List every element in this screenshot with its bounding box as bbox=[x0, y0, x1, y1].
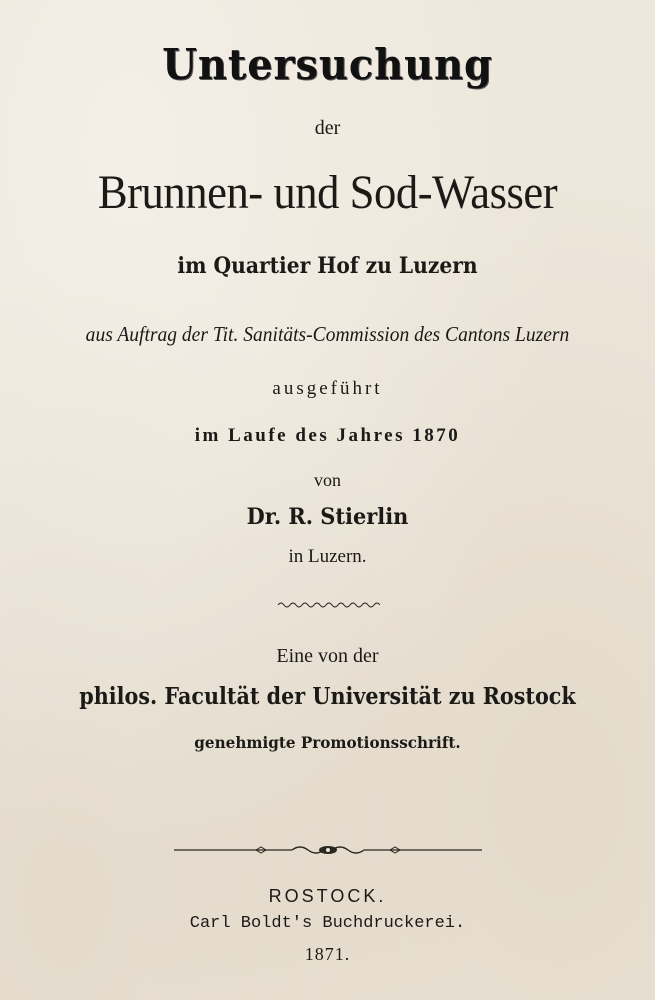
main-title: Brunnen- und Sod-Wasser bbox=[97, 166, 558, 219]
commission-line: aus Auftrag der Tit. Sanitäts-Commission des Cantons Luzern bbox=[85, 322, 570, 346]
year-line: im Laufe des Jahres 1870 bbox=[194, 425, 461, 446]
author-city: in Luzern. bbox=[288, 546, 367, 567]
location-line: im Quartier Hof zu Luzern bbox=[177, 253, 478, 279]
dissertation-line-2: philos. Facultät der Universität zu Rostock bbox=[79, 683, 576, 710]
imprint-printer: Carl Boldt's Buchdruckerei. bbox=[189, 914, 466, 933]
wavy-divider bbox=[276, 600, 380, 610]
dissertation-line-1: Eine von der bbox=[276, 645, 379, 667]
by-line: von bbox=[314, 470, 341, 490]
ornamental-rule bbox=[172, 842, 484, 858]
dissertation-line-3: genehmigte Promotionsschrift. bbox=[194, 733, 461, 752]
executed-line: ausgeführt bbox=[272, 378, 383, 399]
author-name: Dr. R. Stierlin bbox=[246, 504, 409, 530]
heading-untersuchung: Untersuchung bbox=[162, 40, 493, 89]
imprint-year: 1871. bbox=[304, 944, 351, 964]
word-der: der bbox=[314, 117, 341, 139]
imprint-city: ROSTOCK. bbox=[268, 886, 387, 906]
